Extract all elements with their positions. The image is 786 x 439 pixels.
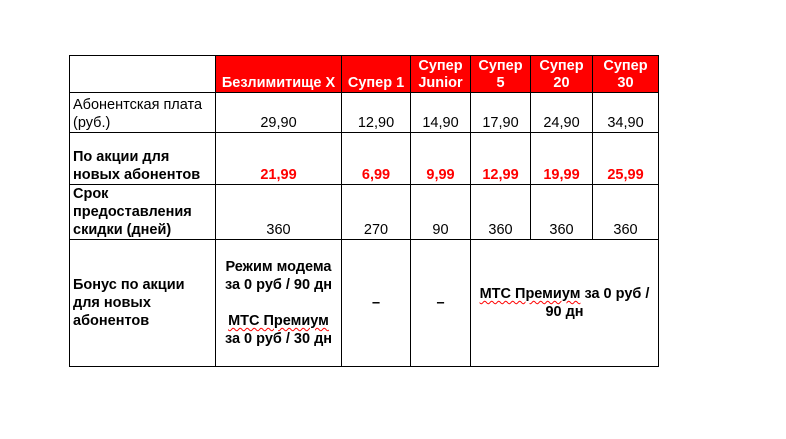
term-bezlimitishche-x: 360 <box>216 185 342 240</box>
header-tariff-super-junior: Супер Junior <box>411 56 471 93</box>
term-super-junior: 90 <box>411 185 471 240</box>
bonus-modem-mode-text: Режим модема за 0 руб / 90 дн <box>224 259 333 293</box>
header-tariff-bezlimitishche-x: Безлимитище X <box>216 56 342 93</box>
bonus-super-5-20-30 <box>471 240 659 367</box>
fee-super-20: 24,90 <box>531 93 593 133</box>
row-label-discount-term: Срок предоставления скидки (дней) <box>70 185 216 240</box>
bonus-premium-terms: за 0 руб / 30 дн <box>224 331 333 347</box>
fee-bezlimitishche-x: 29,90 <box>216 93 342 133</box>
term-super-20: 360 <box>531 185 593 240</box>
bonus-premium-brand: МТС Премиум <box>228 313 329 329</box>
row-label-subscription-fee: Абонентская плата (руб.) <box>70 93 216 133</box>
fee-super-1: 12,90 <box>342 93 411 133</box>
promo-super-20: 19,99 <box>531 133 593 185</box>
bonus-bezlimitishche-x <box>216 240 342 367</box>
row-label-promo-bonus: Бонус по акции для новых абонентов <box>70 240 216 367</box>
table-row-subscription-fee <box>70 93 659 133</box>
table-row-discount-term <box>70 185 659 240</box>
term-super-5: 360 <box>471 185 531 240</box>
row-label-promo-price: По акции для новых абонентов <box>70 133 216 185</box>
bonus-premium-text <box>219 312 338 348</box>
header-tariff-super-5: Супер 5 <box>471 56 531 93</box>
term-super-30: 360 <box>593 185 659 240</box>
bonus-super-junior: – <box>411 240 471 367</box>
fee-super-5: 17,90 <box>471 93 531 133</box>
header-tariff-super-1: Супер 1 <box>342 56 411 93</box>
promo-super-1: 6,99 <box>342 133 411 185</box>
promo-bezlimitishche-x: 21,99 <box>216 133 342 185</box>
term-super-1: 270 <box>342 185 411 240</box>
fee-super-junior: 14,90 <box>411 93 471 133</box>
bonus-spacer <box>219 294 338 312</box>
bonus-super-1: – <box>342 240 411 367</box>
bonus-group-premium-terms: за 0 руб / 90 дн <box>545 286 650 320</box>
table-row-promo-price <box>70 133 659 185</box>
table-header-row <box>70 56 659 93</box>
promo-super-5: 12,99 <box>471 133 531 185</box>
table-row-promo-bonus <box>70 240 659 367</box>
header-tariff-super-30: Супер 30 <box>593 56 659 93</box>
header-tariff-super-20: Супер 20 <box>531 56 593 93</box>
header-empty-cell <box>70 56 216 93</box>
promo-super-30: 25,99 <box>593 133 659 185</box>
fee-super-30: 34,90 <box>593 93 659 133</box>
promo-super-junior: 9,99 <box>411 133 471 185</box>
bonus-group-premium-brand: МТС Премиум <box>479 286 581 302</box>
tariff-comparison-table <box>69 55 659 367</box>
